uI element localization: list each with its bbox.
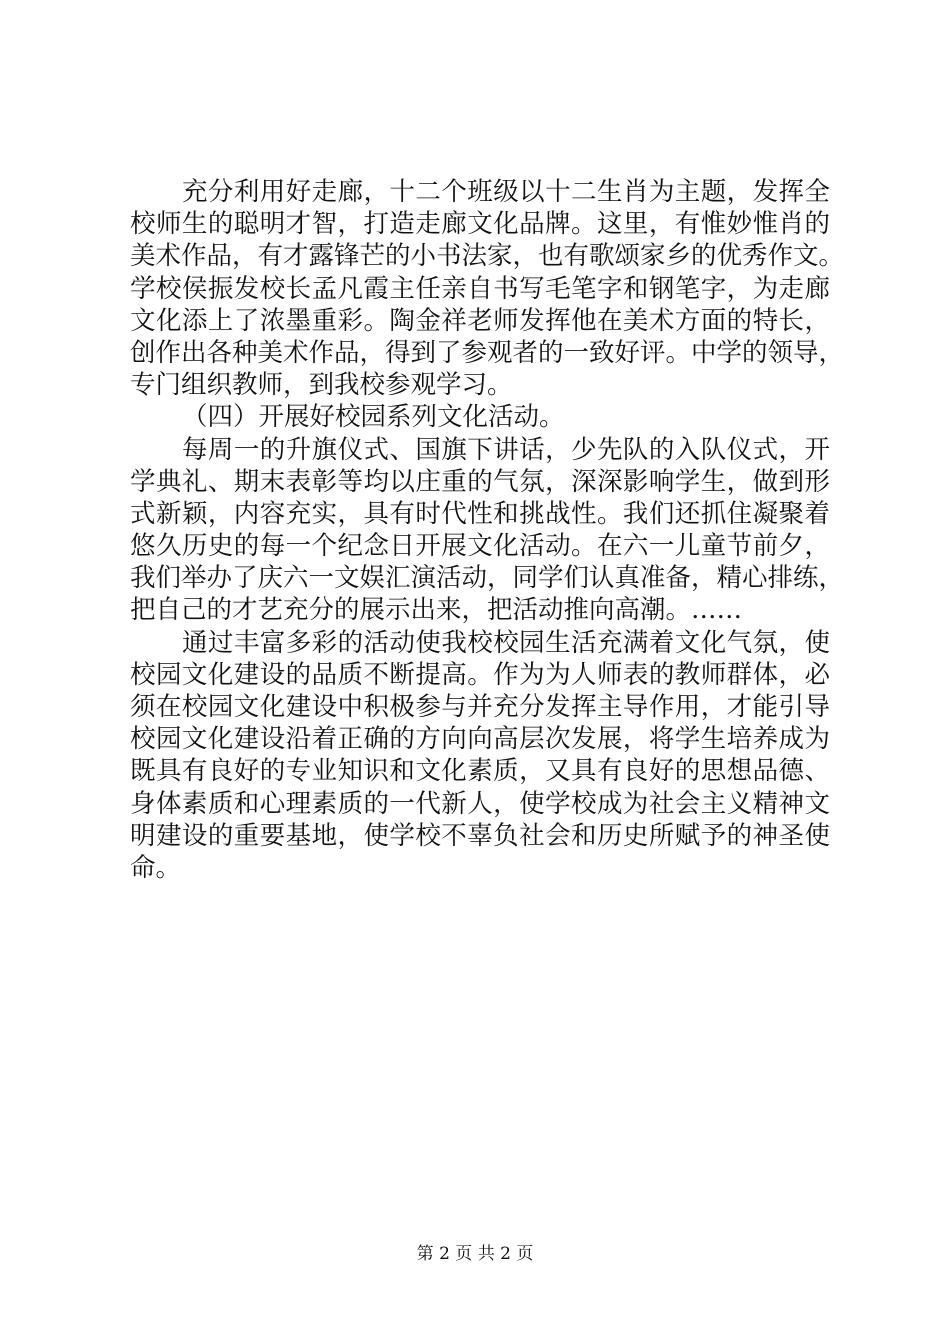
text-line: 美术作品，有才露锋芒的小书法家，也有歌颂家乡的优秀作文。: [130, 241, 845, 272]
text-line: 通过丰富多彩的活动使我校校园生活充满着文化气氛，使: [182, 627, 830, 658]
text-line: 式新颖，内容充实，具有时代性和挑战性。我们还抓住凝聚着: [130, 498, 830, 529]
text-line: 每周一的升旗仪式、国旗下讲话，少先队的入队仪式，开: [182, 434, 830, 465]
text-line: 命。: [130, 852, 182, 883]
text-line: 把自己的才艺充分的展示出来，把活动推向高潮。……: [130, 595, 743, 626]
text-line: 身体素质和心理素质的一代新人，使学校成为社会主义精神文: [130, 788, 830, 819]
text-line: 专门组织教师，到我校参观学习。: [130, 370, 513, 401]
text-line: 校园文化建设的品质不断提高。作为为人师表的教师群体，必: [130, 659, 830, 690]
text-line: 既具有良好的专业知识和文化素质，又具有良好的思想品德、: [130, 756, 830, 787]
text-line: 悠久历史的每一个纪念日开展文化活动。在六一儿童节前夕，: [130, 531, 830, 562]
page-footer: [0, 1243, 950, 1265]
text-line: 学典礼、期末表彰等均以庄重的气氛，深深影响学生，做到形: [130, 466, 830, 497]
text-line: 我们举办了庆六一文娱汇演活动，同学们认真准备，精心排练，: [130, 563, 845, 594]
document-body: [130, 176, 845, 884]
text-line: 明建设的重要基地，使学校不辜负社会和历史所赋予的神圣使: [130, 820, 830, 851]
text-line: 学校侯振发校长孟凡霞主任亲自书写毛笔字和钢笔字，为走廊: [130, 273, 830, 304]
text-line: 校园文化建设沿着正确的方向向高层次发展，将学生培养成为: [130, 724, 830, 755]
section-heading: （四）开展好校园系列文化活动。: [182, 402, 565, 433]
text-line: 充分利用好走廊，十二个班级以十二生肖为主题，发挥全: [182, 177, 830, 207]
text-line: 校师生的聪明才智，打造走廊文化品牌。这里，有惟妙惟肖的: [130, 209, 830, 240]
text-line: 创作出各种美术作品，得到了参观者的一致好评。中学的领导，: [130, 337, 845, 368]
paragraph-corridor-culture: [130, 176, 845, 401]
paragraph-conclusion: [130, 627, 830, 885]
paragraph-activities: [130, 434, 845, 627]
section-heading-four: [130, 401, 830, 433]
page-number-label: 第 2 页 共 2 页: [416, 1244, 534, 1264]
text-line: 文化添上了浓墨重彩。陶金祥老师发挥他在美术方面的特长，: [130, 305, 830, 336]
text-line: 须在校园文化建设中积极参与并充分发挥主导作用，才能引导: [130, 692, 830, 722]
